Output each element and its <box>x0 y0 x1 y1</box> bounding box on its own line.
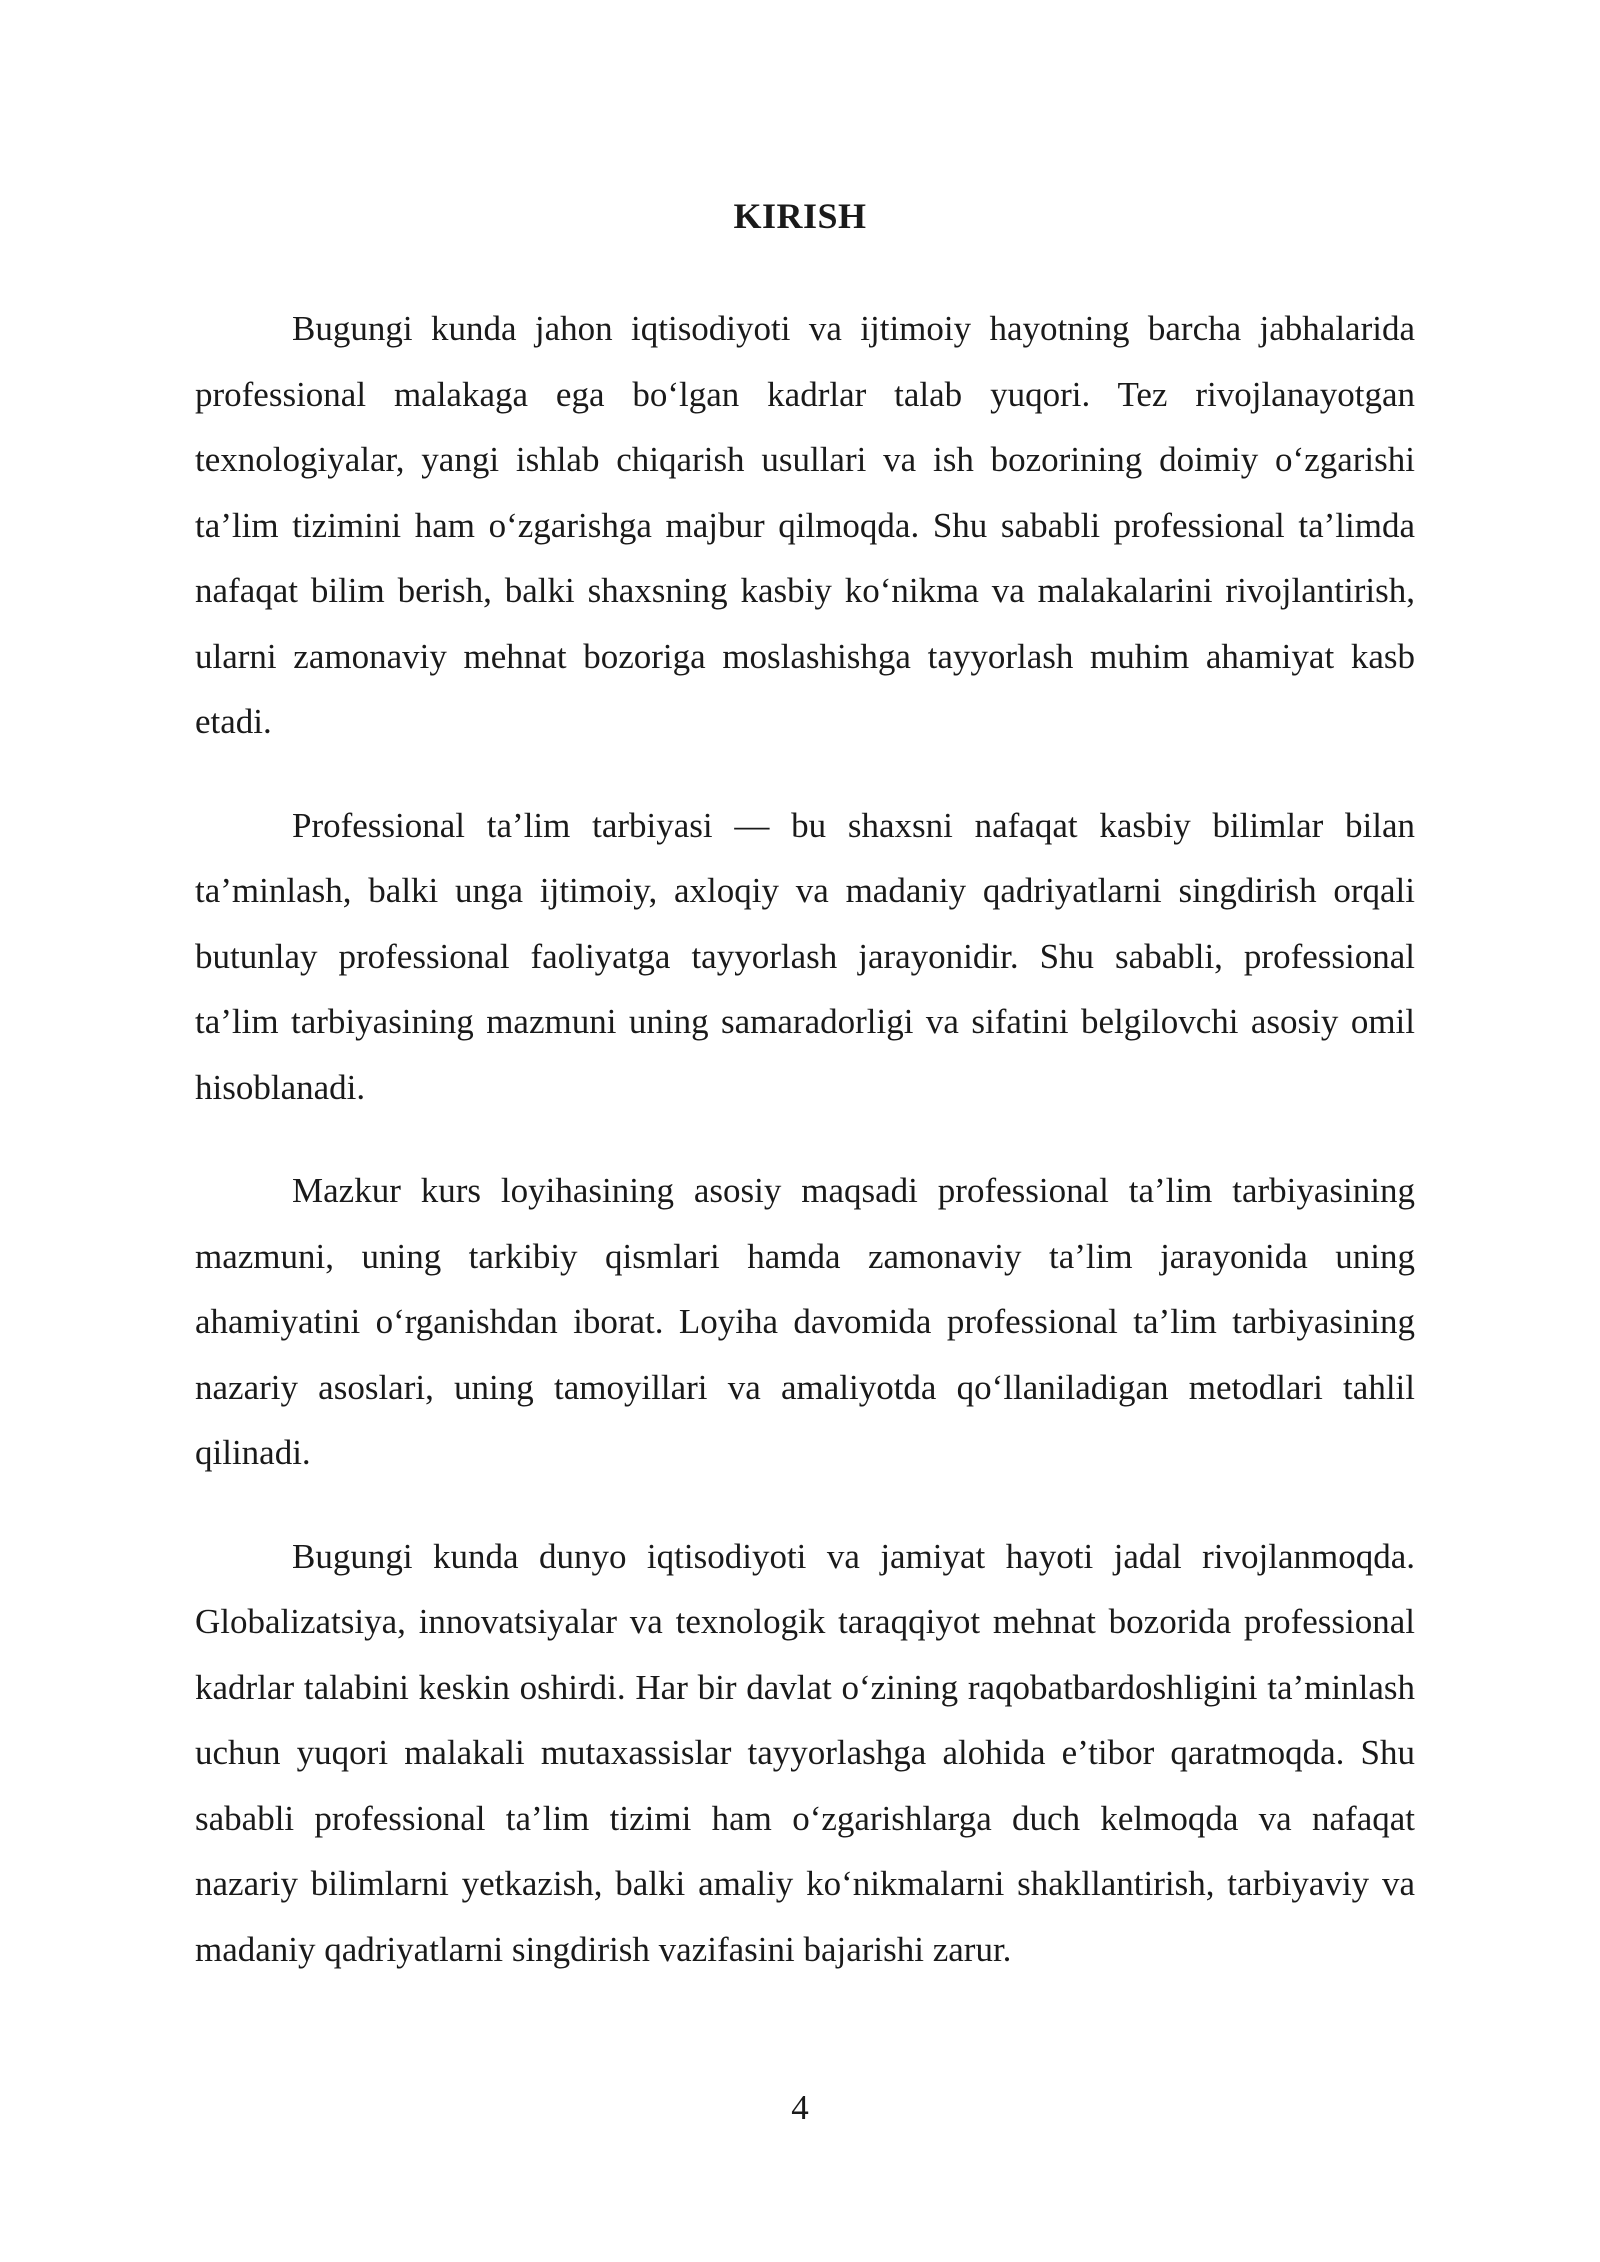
paragraph-3: Mazkur kurs loyihasining asosiy maqsadi professional ta’lim tarbiyasining mazmuni, uning tarkibiy qismlari hamda zamonaviy ta’lim jarayonida uning ahamiyatini o‘rganishdan iborat. Loyiha davomida professional ta’lim tarbiyasining nazariy asoslari, uning tamoyillari va amaliyotda qo‘llaniladigan metodlari tahlil qilinadi. <box>195 1171 1415 1472</box>
paragraph-2: Professional ta’lim tarbiyasi — bu shaxsni nafaqat kasbiy bilimlar bilan ta’minlash, balki unga ijtimoiy, axloqiy va madaniy qadriyatlarni singdirish orqali butunlay professional faoliyatga tayyorlash jarayonidir. Shu sababli, professional ta’lim tarbiyasining mazmuni uning samaradorligi va sifatini belgilovchi asosiy omil hisoblanadi. <box>195 805 1415 1107</box>
paragraph-1: Bugungi kunda jahon iqtisodiyoti va ijtimoiy hayotning barcha jabhalarida professional malakaga ega bo‘lgan kadrlar talab yuqori. Tez rivojlanayotgan texnologiyalar, yangi ishlab chiqarish usullari va ish bozorining doimiy o‘zgarishi ta’lim tizimini ham o‘zgarishga majbur qilmoqda. Shu sababli professional ta’limda nafaqat bilim berish, balki shaxsning kasbiy ko‘nikma va malakalarini rivojlantirish, ularni zamonaviy mehnat bozoriga moslashishga tayyorlash muhim ahamiyat kasb etadi. <box>195 309 1415 741</box>
paragraph-4: Bugungi kunda dunyo iqtisodiyoti va jamiyat hayoti jadal rivojlanmoqda. Globalizatsiya, innovatsiyalar va texnologik taraqqiyot mehnat bozorida professional kadrlar talabini keskin oshirdi. Har bir davlat o‘zining raqobatbardoshligini ta’minlash uchun yuqori malakali mutaxassislar tayyorlashga alohida e’tibor qaratmoqda. Shu sababli professional ta’lim tizimi ham o‘zgarishlarga duch kelmoqda va nafaqat nazariy bilimlarni yetkazish, balki amaliy ko‘nikmalarni shakllantirish, tarbiyaviy va madaniy qadriyatlarni singdirish vazifasini bajarishi zarur. <box>195 1536 1415 1969</box>
page-title: KIRISH <box>733 196 867 236</box>
body-text <box>195 296 1415 2020</box>
page-number: 4 <box>791 2088 809 2127</box>
